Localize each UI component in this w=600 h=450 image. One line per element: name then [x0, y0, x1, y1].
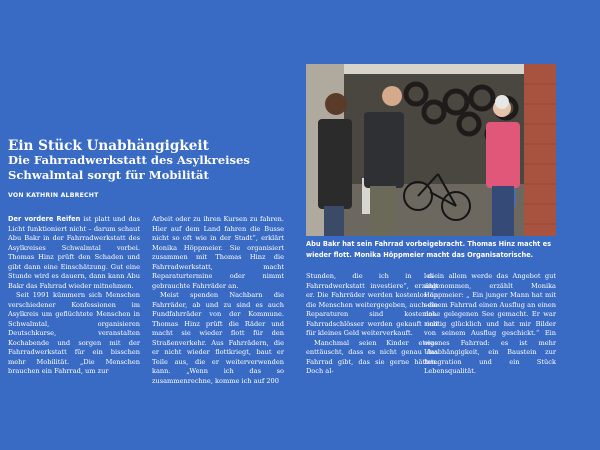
photo-caption: Abu Bakr hat sein Fahrrad vorbeigebracht. Thomas Hinz macht es wieder flott. Monika Höppmeier macht das Organisatorische. [306, 240, 552, 259]
lead-in: Der vordere Reifen [8, 215, 81, 223]
article-subhead: Die Fahrradwerkstatt des Asylkreises Schwalmtal sorgt für Mobilität [8, 153, 250, 182]
paragraph: Seit 1991 kümmern sich Menschen verschiedener Konfessionen im Asylkreis um geflüchtete Menschen in Schwalmtal, organisieren Deutschkurse, veranstalten Kochabende und sorgen mit der Fahrradwerkstatt für ein bisschen mehr Mobilität. „Die Menschen brauchen ein Fahrrad, um zur [8, 291, 140, 375]
article-column-2 [152, 215, 284, 386]
paragraph-text: ist platt und das Licht funktioniert nicht – darum schaut Abu Bakr in der Fahrradwerkstatt des Asylkreises Schwalmtal vorbei. Thomas Hinz prüft den Schaden und gibt dann eine Einschätzung. Gut eine Stunde wird es dauern, dann kann Abu Bakr das Fahrrad wieder mitnehmen. [8, 215, 140, 290]
paragraph: les in allem werde das Angebot gut angenommen, erzählt Monika Höppmeier: „ Ein junger Mann hat mit seinem Fahrrad einen Ausflug an einen nahe gelegenen See gemacht. Er war richtig glücklich und hat mir Bilder von seinem Ausflug geschickt.“ Ein eigenes Fahrrad: es ist mehr Unabhängigkeit, ein Baustein zur Integration und ein Stück Lebensqualität. [424, 272, 556, 375]
article-headline: Ein Stück Unabhängigkeit [8, 138, 209, 154]
article-column-3 [306, 272, 438, 377]
article-photo [306, 64, 556, 236]
paragraph: Stunden, die ich in die Fahrradwerkstatt investiere“, erzählt er. Die Fahrräder werden kostenlos an die Menschen weitergegeben, auch die Reparaturen sind kostenlos. Fahrradschlösser werden gekauft und für kleines Geld weiterverkauft. [306, 272, 438, 337]
article-column-1 [8, 215, 140, 377]
paragraph: Meist spenden Nachbarn die Fahrräder, ab und zu sind es auch Fundfahrräder von der Kommune. Thomas Hinz prüft die Räder und macht sie wieder flott für den Straßenverkehr. Aus Fahrrädern, die er nicht wieder flottkriegt, baut er Teile aus, die er weiterverwenden kann. „Wenn ich das so zusammenrechne, komme ich auf 200 [152, 291, 284, 385]
paragraph: Manchmal seien Kinder etwas enttäuscht, dass es nicht genau das Fahrrad gibt, das sie gerne hätten. Doch al- [306, 338, 438, 375]
article-column-4 [424, 272, 556, 377]
paragraph: Arbeit oder zu ihren Kursen zu fahren. Hier auf dem Land fahren die Busse nicht so oft wie in der Stadt“, erklärt Monika Höppmeier. Sie organisiert zusammen mit Thomas Hinz die Fahrradwerkstatt, macht Reparaturtermine oder nimmt gebrauchte Fahrräder an. [152, 215, 284, 290]
paragraph [8, 215, 140, 291]
byline: VON KATHRIN ALBRECHT [8, 192, 99, 199]
photo-illustration [306, 64, 556, 236]
